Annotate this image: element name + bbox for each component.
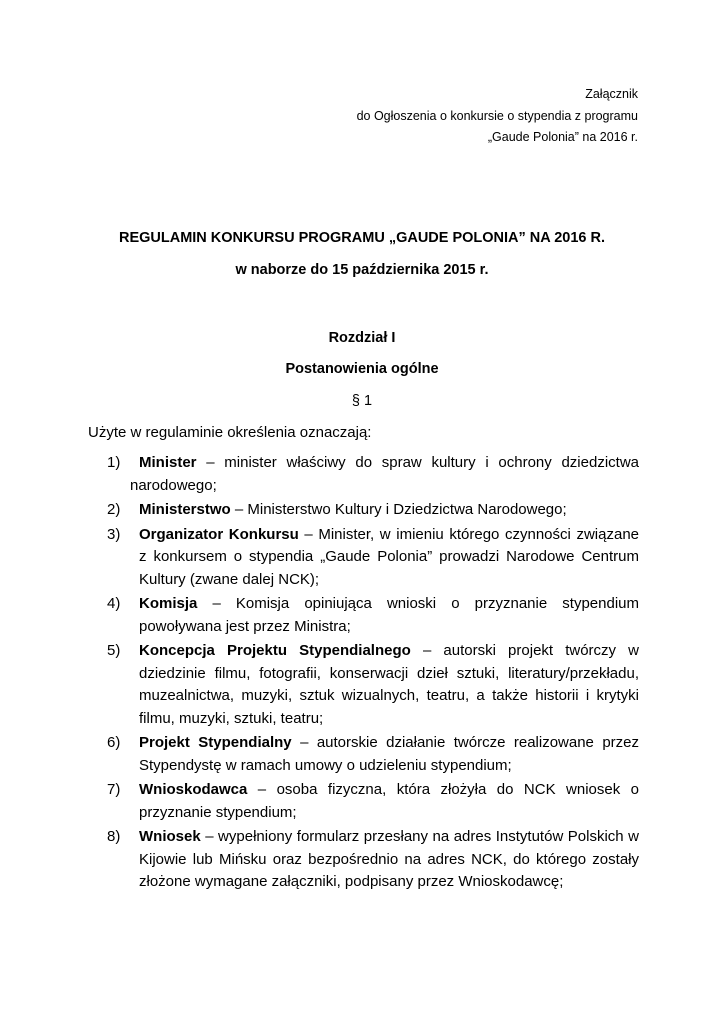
item-number: 7) [107,781,121,798]
document-title: REGULAMIN KONKURSU PROGRAMU „GAUDE POLONIA” NA 2016 R. [118,230,606,246]
definitions-list [0,452,724,894]
item-body [130,452,639,497]
item-number: 6) [107,734,121,751]
item-number: 5) [107,642,121,659]
item-term: Komisja [139,595,198,612]
item-body [139,499,639,522]
item-text: – autorskie działanie twórcze realizowane przez Stypendystę w ramach umowy o udzieleniu stypendium; [139,734,640,774]
item-body [139,826,639,894]
item-term: Organizator Konkursu [139,525,299,543]
document-subtitle: w naborze do 15 października 2015 r. [235,262,489,278]
item-term: Koncepcja Projektu Stypendialnego [139,642,411,659]
annex-program: „Gaude Polonia” na 2016 r. [487,130,638,144]
list-item [0,452,724,497]
item-term: Projekt Stypendialny [139,734,292,751]
item-body [139,779,639,824]
item-body [139,593,639,638]
definitions-intro: Użyte w regulaminie określenia oznaczają: [88,424,372,441]
item-text: – wypełniony formularz przesłany na adres Instytutów Polskich w Kijowie lub Mińsku oraz bezpośrednio na adres NCK, do którego zostały złożone wymagane załączniki, podpisany przez Wnioskodawcę; [139,828,639,890]
item-number: 2) [107,501,121,518]
item-body [139,640,639,730]
list-item [0,593,724,638]
item-text: – minister właściwy do spraw kultury i ochrony dziedzictwa narodowego; [130,454,639,494]
item-term: Minister [139,454,197,471]
item-text: – Komisja opiniująca wnioski o przyznanie stypendium powoływana jest przez Ministra; [139,595,639,635]
list-item [0,779,724,824]
item-body [139,524,639,592]
item-number: 3) [107,525,121,543]
paragraph-mark: § 1 [351,393,373,409]
item-number: 1) [107,454,121,471]
item-term: Ministerstwo [139,501,231,518]
list-item [0,640,724,730]
list-item [0,524,724,592]
annex-label: Załącznik [585,87,638,101]
item-body [139,732,639,777]
list-item [0,499,724,522]
annex-reference: do Ogłoszenia o konkursie o stypendia z programu [356,108,638,123]
annex-header [218,84,638,149]
list-item [0,732,724,777]
item-term: Wnioskodawca [139,781,248,798]
item-number: 8) [107,828,121,845]
list-item [0,826,724,894]
item-text: – Ministerstwo Kultury i Dziedzictwa Narodowego; [230,501,567,518]
item-text: – Minister, w imieniu którego czynności związane z konkursem o stypendia „Gaude Polonia” prowadzi Narodowe Centrum Kultury (zwane dalej NCK); [139,525,639,588]
item-text: – autorski projekt twórczy w dziedzinie filmu, fotografii, konserwacji dzieł sztuki, literatury/przekładu, muzealnictwa, muzyki, sztuk wizualnych, teatru, a także historii i krytyki filmu, muzyki, sztuki, teatru; [139,642,639,727]
item-text: – osoba fizyczna, która złożyła do NCK wniosek o przyznanie stypendium; [139,781,639,821]
item-number: 4) [107,595,121,612]
item-term: Wniosek [139,828,201,845]
chapter-name: Postanowienia ogólne [285,361,439,377]
chapter-number: Rozdział I [328,330,396,346]
